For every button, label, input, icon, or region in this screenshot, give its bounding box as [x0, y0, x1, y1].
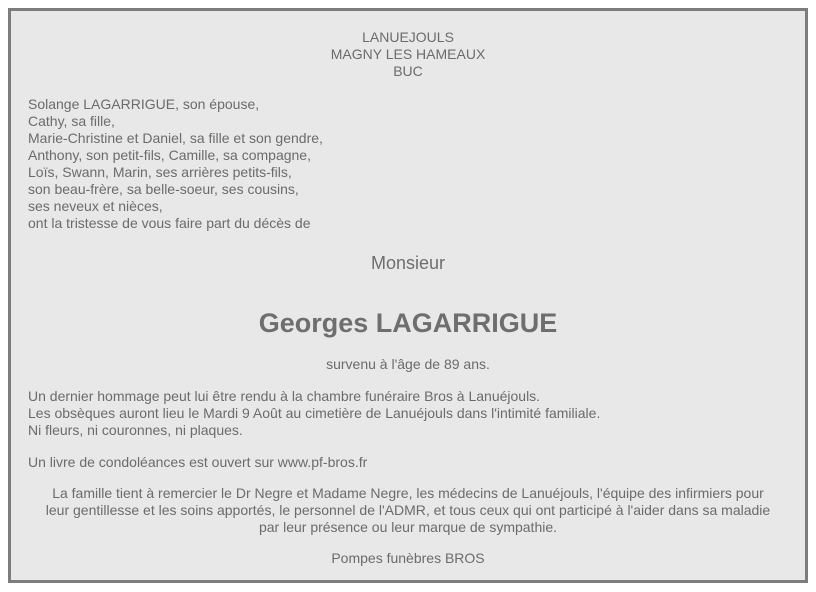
thanks-line: La famille tient à remercier le Dr Negre et Madame Negre, les médecins de Lanuéjouls, l'équipe des infirmiers pour: [52, 485, 764, 501]
thanks-line: leur gentillesse et les soins apportés, le personnel de l'ADMR, et tous ceux qui ont participé à l'aider dans sa maladie: [45, 502, 771, 518]
family-line: Marie-Christine et Daniel, sa fille et son gendre,: [28, 130, 323, 146]
family-line: Cathy, sa fille,: [28, 113, 115, 129]
deceased-name: Georges LAGARRIGUE: [258, 308, 558, 338]
info-line: Ni fleurs, ni couronnes, ni plaques.: [28, 422, 243, 438]
towns-header: [11, 29, 805, 80]
town-line: MAGNY LES HAMEAUX: [330, 46, 486, 62]
info-line: Un dernier hommage peut lui être rendu à la chambre funéraire Bros à Lanuéjouls.: [28, 388, 541, 404]
town-line: BUC: [393, 63, 423, 79]
family-announcement: [28, 96, 788, 232]
age-line: survenu à l'âge de 89 ans.: [326, 356, 490, 372]
family-line: ses neveux et nièces,: [28, 198, 163, 214]
town-line: LANUEJOULS: [362, 29, 454, 45]
family-line: ont la tristesse de vous faire part du décès de: [28, 215, 311, 231]
thanks-paragraph: [11, 485, 805, 536]
info-line: Les obsèques auront lieu le Mardi 9 Août au cimetière de Lanuéjouls dans l'intimité familiale.: [28, 405, 601, 421]
funeral-home-signature: Pompes funèbres BROS: [331, 550, 485, 566]
honorific-title: Monsieur: [370, 253, 446, 273]
obituary-notice: [8, 8, 808, 583]
thanks-line: par leur présence ou leur marque de sympathie.: [258, 519, 558, 535]
ceremony-info: [28, 388, 788, 439]
family-line: son beau-frère, sa belle-soeur, ses cousins,: [28, 181, 299, 197]
condolences-line: Un livre de condoléances est ouvert sur www.pf-bros.fr: [28, 454, 368, 470]
family-line: Solange LAGARRIGUE, son épouse,: [28, 96, 260, 112]
family-line: Loïs, Swann, Marin, ses arrières petits-fils,: [28, 164, 292, 180]
family-line: Anthony, son petit-fils, Camille, sa compagne,: [28, 147, 311, 163]
